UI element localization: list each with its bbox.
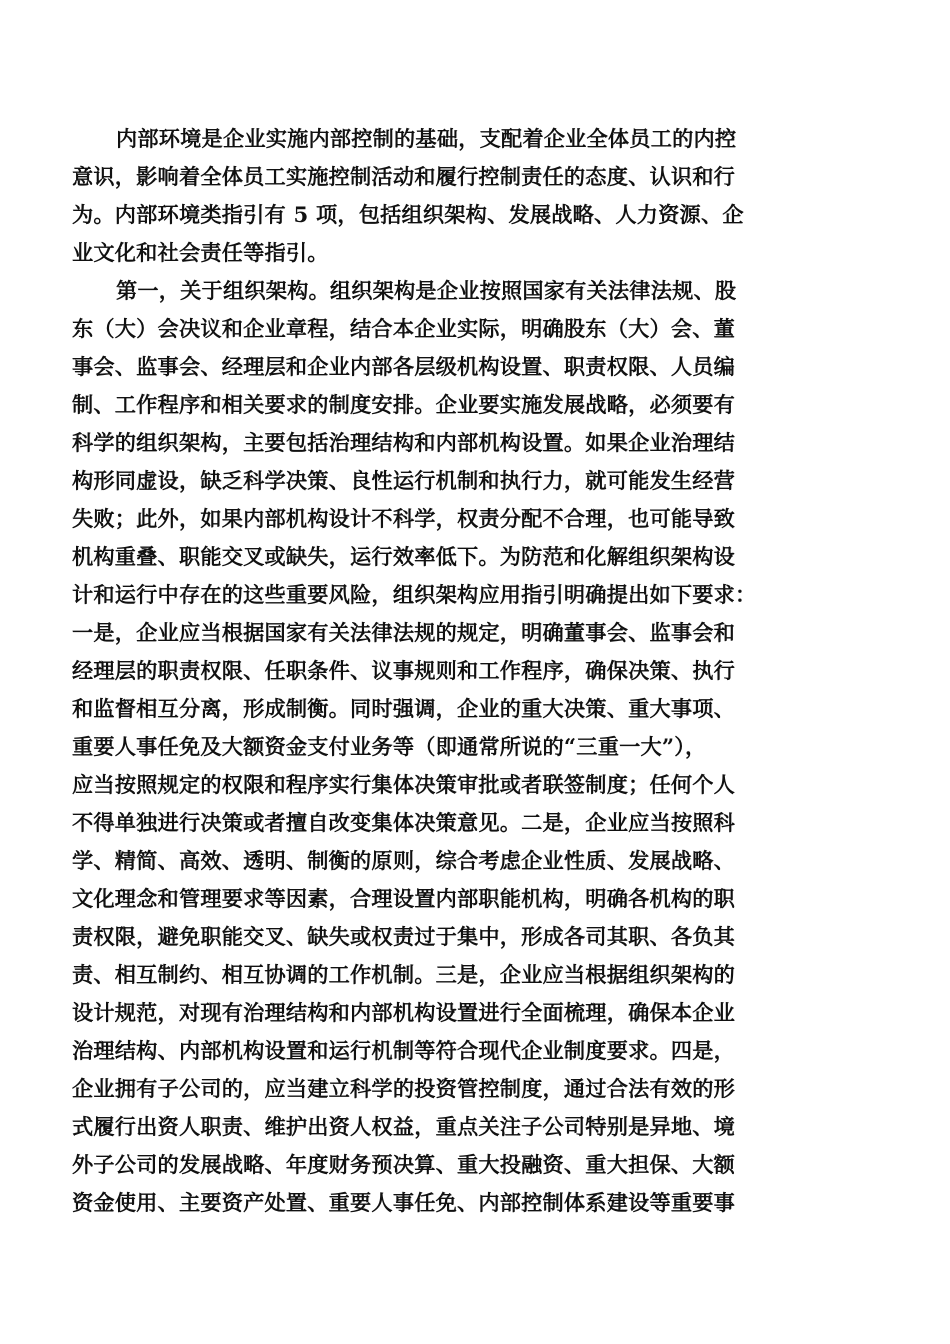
- body-text: [72, 120, 872, 1222]
- paragraph-2-line-12: 和监督相互分离，形成制衡。同时强调，企业的重大决策、重大事项、: [72, 696, 736, 721]
- paragraph-2-line-10: 一是，企业应当根据国家有关法律法规的规定，明确董事会、监事会和: [72, 620, 736, 645]
- paragraph-2-line-20: 设计规范，对现有治理结构和内部机构设置进行全面梳理，确保本企业: [72, 1000, 736, 1025]
- paragraph-2-line-15: 不得单独进行决策或者擅自改变集体决策意见。二是，企业应当按照科: [72, 810, 736, 835]
- paragraph-2-line-18: 责权限，避免职能交叉、缺失或权责过于集中，形成各司其职、各负其: [72, 924, 736, 949]
- paragraph-2-line-8: 机构重叠、职能交叉或缺失，运行效率低下。为防范和化解组织架构设: [72, 544, 736, 569]
- paragraph-2-line-5: 科学的组织架构，主要包括治理结构和内部机构设置。如果企业治理结: [72, 430, 736, 455]
- paragraph-2-line-2: 东（大）会决议和企业章程，结合本企业实际，明确股东（大）会、董: [72, 316, 736, 341]
- paragraph-2-line-4: 制、工作程序和相关要求的制度安排。企业要实施发展战略，必须要有: [72, 392, 736, 417]
- paragraph-2-line-1: 第一，关于组织架构。组织架构是企业按照国家有关法律法规、股: [116, 278, 737, 303]
- paragraph-2-line-9: 计和运行中存在的这些重要风险，组织架构应用指引明确提出如下要求：: [72, 582, 757, 607]
- paragraph-2-line-14: 应当按照规定的权限和程序实行集体决策审批或者联签制度；任何个人: [72, 772, 736, 797]
- paragraph-1-line-3: 为。内部环境类指引有 5 项，包括组织架构、发展战略、人力资源、企: [72, 202, 744, 227]
- paragraph-2-line-13: 重要人事任免及大额资金支付业务等（即通常所说的“三重一大”），: [72, 734, 707, 759]
- paragraph-1-line-2: 意识，影响着全体员工实施控制活动和履行控制责任的态度、认识和行: [72, 164, 736, 189]
- paragraph-2-line-6: 构形同虚设，缺乏科学决策、良性运行机制和执行力，就可能发生经营: [72, 468, 736, 493]
- paragraph-1-line-1: 内部环境是企业实施内部控制的基础，支配着企业全体员工的内控: [116, 126, 737, 151]
- paragraph-2-line-16: 学、精简、高效、透明、制衡的原则，综合考虑企业性质、发展战略、: [72, 848, 736, 873]
- paragraph-2-line-11: 经理层的职责权限、任职条件、议事规则和工作程序，确保决策、执行: [72, 658, 736, 683]
- paragraph-2-line-17: 文化理念和管理要求等因素，合理设置内部职能机构，明确各机构的职: [72, 886, 736, 911]
- paragraph-2-line-3: 事会、监事会、经理层和企业内部各层级机构设置、职责权限、人员编: [72, 354, 736, 379]
- paragraph-1-line-4: 业文化和社会责任等指引。: [72, 240, 329, 265]
- paragraph-2-line-19: 责、相互制约、相互协调的工作机制。三是，企业应当根据组织架构的: [72, 962, 736, 987]
- paragraph-2-line-25: 资金使用、主要资产处置、重要人事任免、内部控制体系建设等重要事: [72, 1190, 736, 1215]
- paragraph-2-line-23: 式履行出资人职责、维护出资人权益，重点关注子公司特别是异地、境: [72, 1114, 736, 1139]
- paragraph-2-line-21: 治理结构、内部机构设置和运行机制等符合现代企业制度要求。四是，: [72, 1038, 736, 1063]
- paragraph-2-line-7: 失败；此外，如果内部机构设计不科学，权责分配不合理，也可能导致: [72, 506, 736, 531]
- paragraph-2-line-22: 企业拥有子公司的，应当建立科学的投资管控制度，通过合法有效的形: [72, 1076, 736, 1101]
- paragraph-2-line-24: 外子公司的发展战略、年度财务预决算、重大投融资、重大担保、大额: [72, 1152, 736, 1177]
